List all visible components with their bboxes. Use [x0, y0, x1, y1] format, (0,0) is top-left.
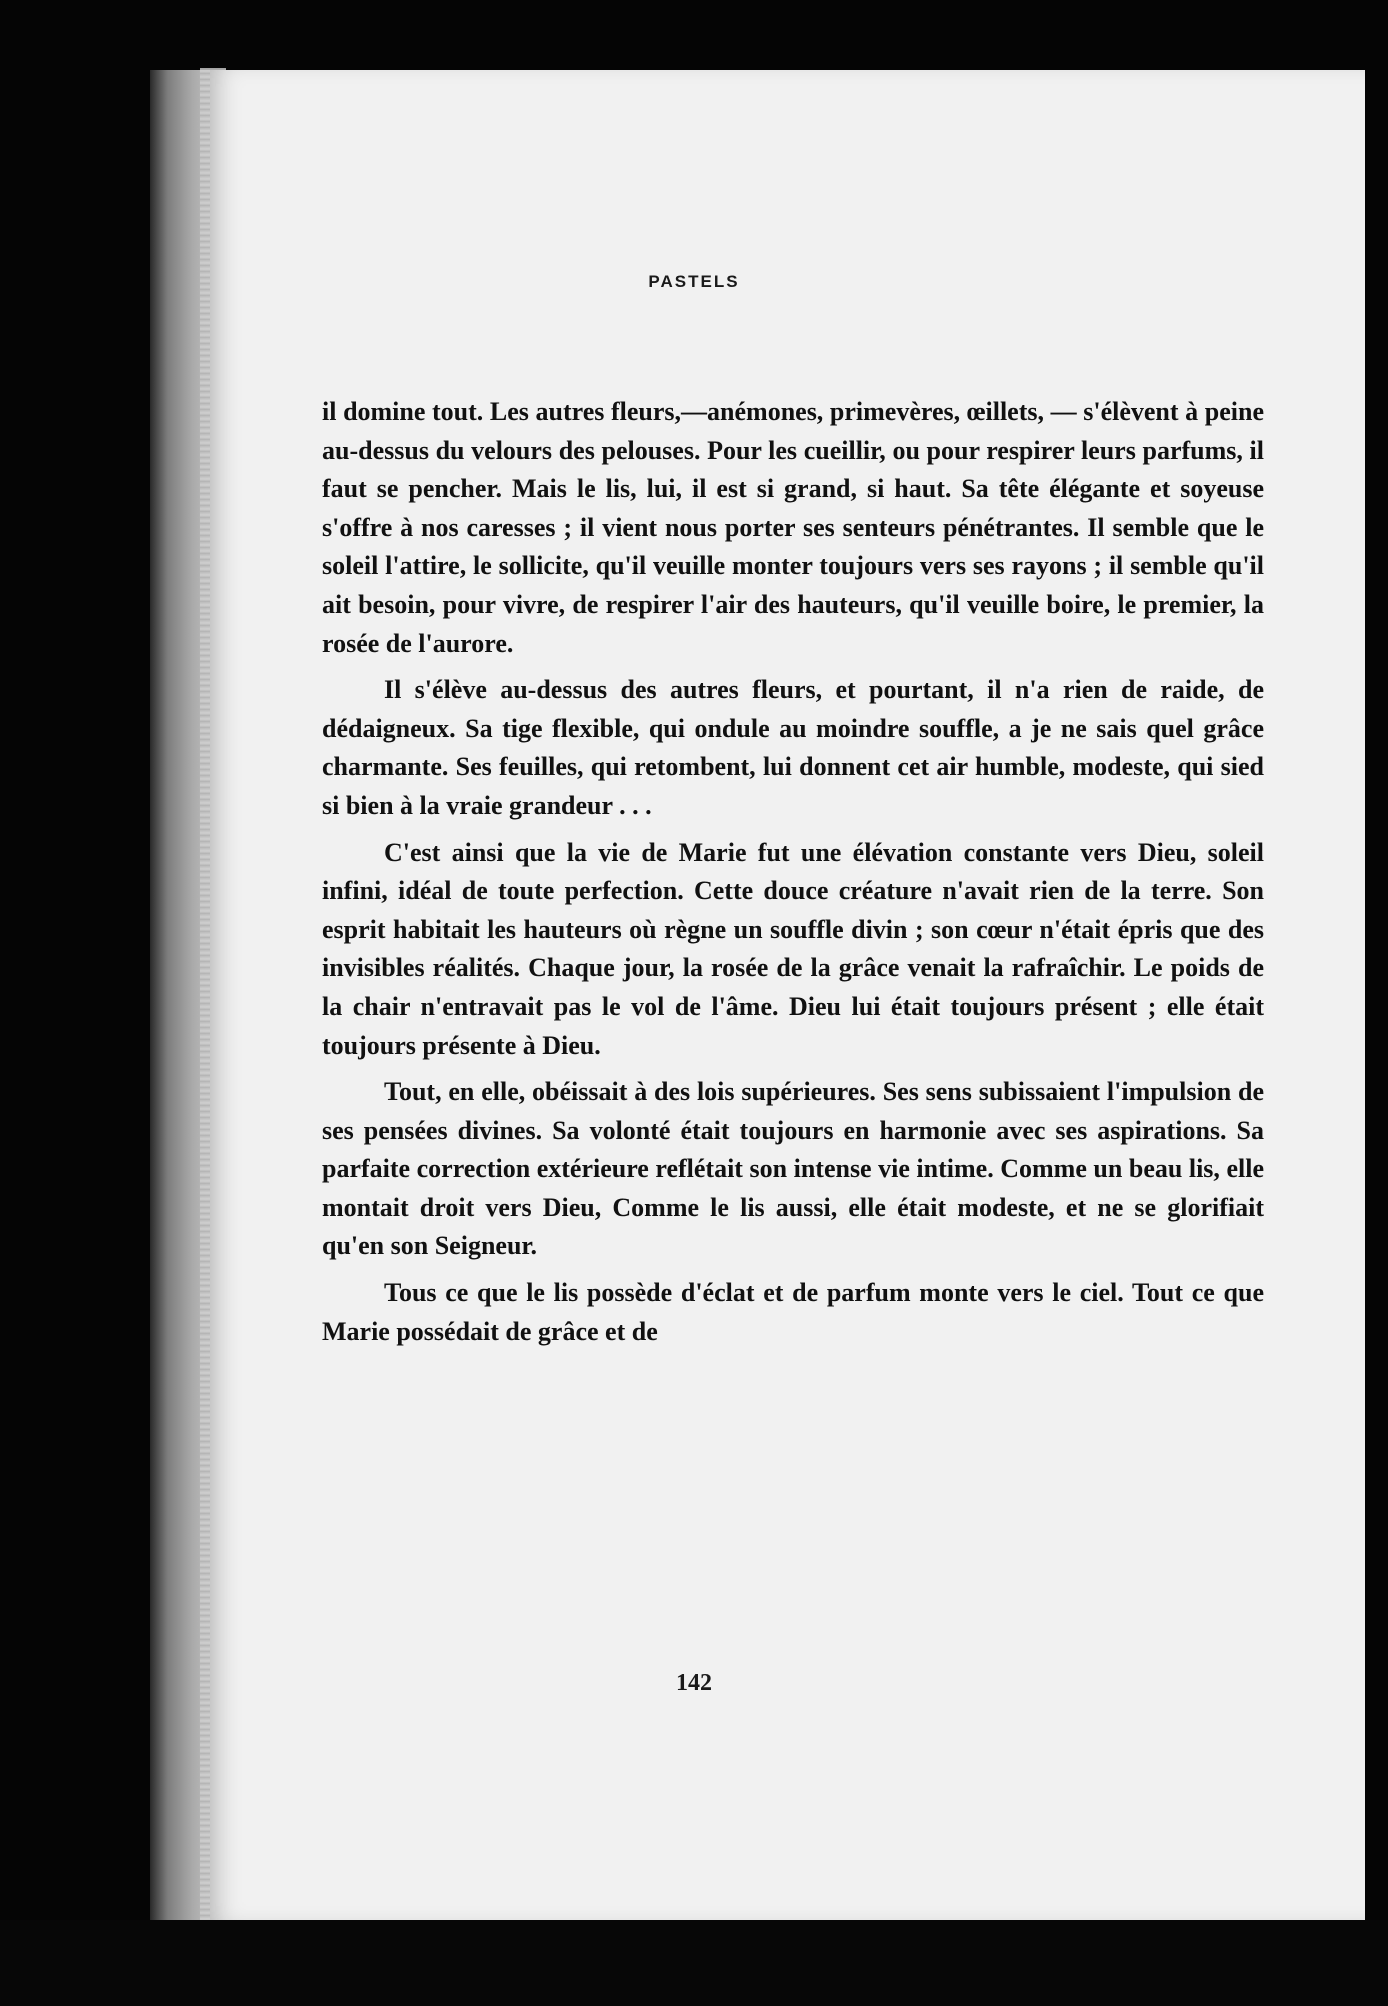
page-number: 142 [676, 1670, 712, 1696]
paragraph-5: Tous ce que le lis possède d'éclat et de parfum monte vers le ciel. Tout ce que Marie possédait de grâce et de [322, 1278, 1264, 1346]
paragraph-3: C'est ainsi que la vie de Marie fut une élévation constante vers Dieu, soleil infini, idéal de toute perfection. Cette douce créature n'avait rien de la terre. Son esprit habitait les hauteurs où règne un souffle divin ; son cœur n'était épris que des invisibles réalités. Chaque jour, la rosée de la grâce venait la rafraîchir. Le poids de la chair n'entravait pas le vol de l'âme. Dieu lui était toujours présent ; elle était toujours présente à Dieu. [322, 837, 1264, 1060]
paragraph-4: Tout, en elle, obéissait à des lois supérieures. Ses sens subissaient l'impulsion de ses pensées divines. Sa volonté était toujours en harmonie avec ses aspirations. Sa parfaite correction extérieure reflétait son intense vie intime. Comme un beau lis, elle montait droit vers Dieu, Comme le lis aussi, elle était modeste, et ne se glorifiait qu'en son Seigneur. [322, 1077, 1264, 1261]
paragraph-1: il domine tout. Les autres fleurs,—anémones, primevères, œillets, — s'élèvent à peine au-dessus du velours des pelouses. Pour les cueillir, ou pour respirer leurs parfums, il faut se pencher. Mais le lis, lui, il est si grand, si haut. Sa tête élégante et soyeuse s'offre à nos caresses ; il vient nous porter ses senteurs pénétrantes. Il semble que le soleil l'attire, le sollicite, qu'il veuille monter toujours vers ses rayons ; il semble qu'il ait besoin, pour vivre, de respirer l'air des hauteurs, qu'il veuille boire, le premier, la rosée de l'aurore. [322, 397, 1264, 658]
scan-bottom-border [0, 1920, 1388, 2006]
paragraph-2: Il s'élève au-dessus des autres fleurs, et pourtant, il n'a rien de raide, de dédaigneux. Sa tige flexible, qui ondule au moindre souffle, a je ne sais quel grâce charmante. Ses feuilles, qui retombent, lui donnent cet air humble, modeste, qui sied si bien à la vraie grandeur . . . [322, 675, 1264, 820]
running-head: PASTELS [648, 272, 740, 291]
body-text [322, 393, 1264, 1359]
